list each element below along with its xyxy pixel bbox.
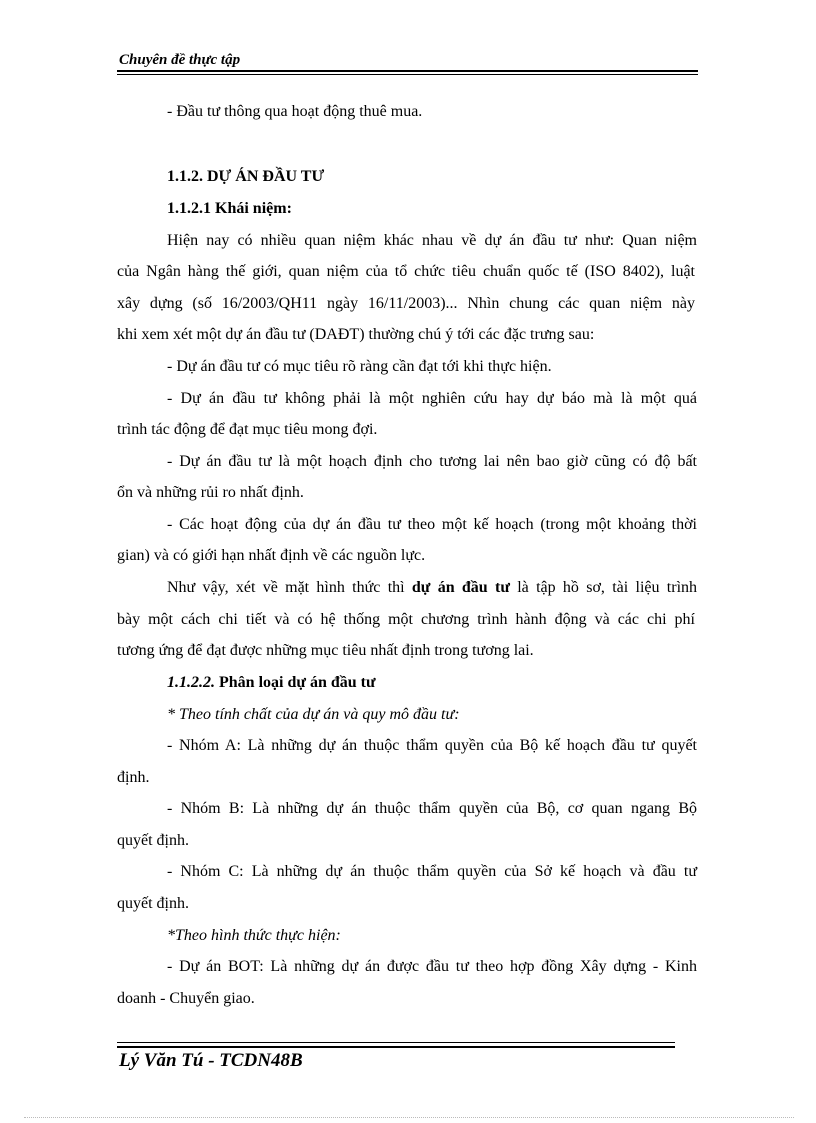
header-rule-thin	[117, 74, 698, 75]
list-item-continued: doanh - Chuyển giao.	[117, 990, 255, 1007]
paragraph-line: bày một cách chi tiết và có hệ thống một chương trình hành động và các chi phí	[117, 611, 695, 628]
list-item-continued: định.	[117, 769, 150, 786]
page-header-title: Chuyên đề thực tập	[119, 52, 241, 68]
heading-text: Phân loại dự án đầu tư	[215, 674, 376, 691]
list-item: - Dự án BOT: Là những dự án được đầu tư theo hợp đồng Xây dựng - Kinh	[167, 958, 697, 975]
list-item-continued: ổn và những rủi ro nhất định.	[117, 484, 304, 501]
classification-heading: * Theo tính chất của dự án và quy mô đầu tư:	[167, 706, 460, 723]
list-item: - Nhóm B: Là những dự án thuộc thẩm quyền của Bộ, cơ quan ngang Bộ	[167, 800, 697, 817]
subsection-heading	[167, 674, 376, 692]
paragraph-line: xây dựng (số 16/2003/QH11 ngày 16/11/2003)... Nhìn chung các quan niệm này	[117, 295, 695, 312]
paragraph-line: khi xem xét một dự án đầu tư (DAĐT) thường chú ý tới các đặc trưng sau:	[117, 326, 595, 343]
paragraph-line: - Đầu tư thông qua hoạt động thuê mua.	[167, 103, 423, 120]
paragraph-line: tương ứng để đạt được những mục tiêu nhất định trong tương lai.	[117, 642, 534, 659]
classification-heading: *Theo hình thức thực hiện:	[167, 927, 341, 944]
heading-number: 1.1.2.2.	[167, 674, 215, 691]
paragraph-line: của Ngân hàng thế giới, quan niệm của tổ chức tiêu chuẩn quốc tế (ISO 8402), luật	[117, 263, 695, 280]
list-item: - Các hoạt động của dự án đầu tư theo một kế hoạch (trong một khoảng thời	[167, 516, 697, 533]
list-item: - Dự án đầu tư không phải là một nghiên cứu hay dự báo mà là một quá	[167, 390, 697, 407]
paragraph-line	[167, 579, 697, 597]
text-run: Như vậy, xét về mặt hình thức thì	[167, 579, 412, 596]
list-item: - Dự án đầu tư có mục tiêu rõ ràng cần đạt tới khi thực hiện.	[167, 358, 552, 375]
section-heading: 1.1.2. DỰ ÁN ĐẦU TƯ	[167, 168, 325, 185]
header-rule-thick	[117, 70, 698, 72]
paragraph-line: Hiện nay có nhiều quan niệm khác nhau về dự án đầu tư như: Quan niệm	[167, 232, 697, 249]
emphasis-term: dự án đầu tư	[411, 579, 510, 596]
text-run: là tập hồ sơ, tài liệu trình	[509, 579, 698, 596]
list-item-continued: quyết định.	[117, 832, 189, 849]
list-item: - Nhóm C: Là những dự án thuộc thẩm quyền của Sở kế hoạch và đầu tư	[167, 863, 697, 880]
page-footer-author: Lý Văn Tú - TCDN48B	[119, 1050, 303, 1071]
footer-rule-thick	[117, 1046, 675, 1048]
list-item: - Dự án đầu tư là một hoạch định cho tương lai nên bao giờ cũng có độ bất	[167, 453, 697, 470]
subsection-heading: 1.1.2.1 Khái niệm:	[167, 200, 292, 217]
list-item-continued: quyết định.	[117, 895, 189, 912]
list-item-continued: gian) và có giới hạn nhất định về các nguồn lực.	[117, 547, 426, 564]
list-item-continued: trình tác động để đạt mục tiêu mong đợi.	[117, 421, 378, 438]
footer-rule-thin	[117, 1042, 675, 1043]
list-item: - Nhóm A: Là những dự án thuộc thẩm quyền của Bộ kế hoạch đầu tư quyết	[167, 737, 697, 754]
page-edge-dotted-line	[24, 1117, 794, 1118]
